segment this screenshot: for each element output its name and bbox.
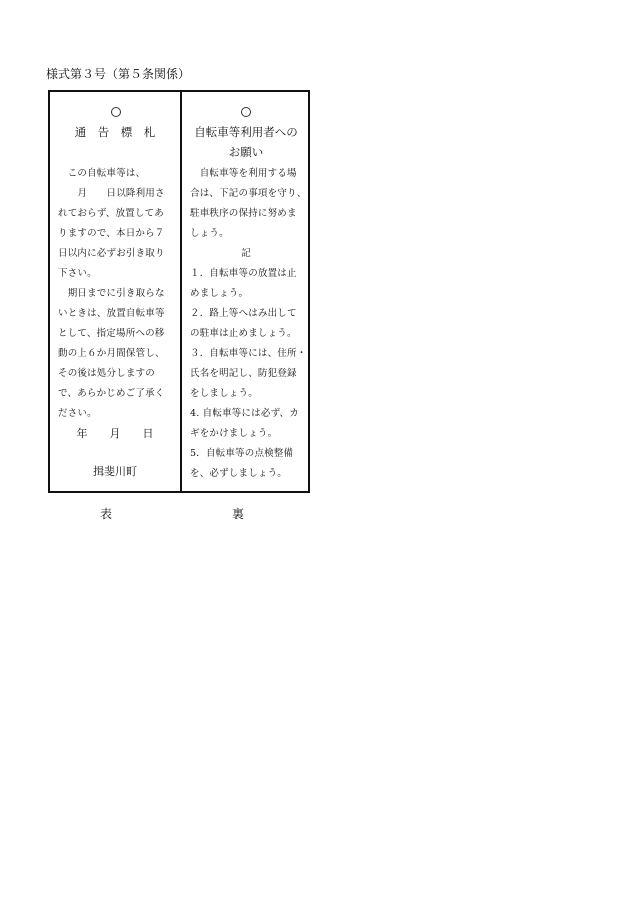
form-title: 様式第３号（第５条関係） bbox=[46, 67, 191, 81]
front-issuer: 揖斐川町 bbox=[93, 465, 137, 478]
front-body-line: その後は処分しますの bbox=[58, 368, 156, 379]
back-heading-line1: 自転車等利用者への bbox=[194, 125, 298, 139]
back-item-line: を、必ずしましょう。 bbox=[190, 468, 288, 479]
back-heading-line2: お願い bbox=[228, 145, 264, 159]
front-caption: 表 bbox=[100, 507, 113, 521]
back-body-line: 駐車秩序の保持に努めま bbox=[190, 208, 297, 219]
back-item-line: ギをかけましょう。 bbox=[190, 428, 278, 439]
front-body-line: 期日までに引き取らな bbox=[58, 288, 165, 299]
front-body-line: りますので、本日から７ bbox=[58, 228, 165, 239]
back-body-line: しょう。 bbox=[190, 228, 229, 239]
front-body-line: れておらず、放置してあ bbox=[58, 208, 164, 219]
front-body-line: 月 日以降利用さ bbox=[58, 188, 165, 199]
back-item-line: １．自転車等の放置は止 bbox=[190, 268, 297, 279]
back-body-line: 自転車等を利用する場 bbox=[190, 168, 297, 179]
back-item-line: ２．路上等へはみ出して bbox=[190, 308, 297, 319]
back-item-line: 5．自転車等の点検整備 bbox=[190, 448, 294, 459]
back-item-line: の駐車は止めましょう。 bbox=[190, 328, 297, 339]
back-caption: 裏 bbox=[232, 507, 245, 521]
front-body-line: 動の上６か月間保管し、 bbox=[58, 348, 165, 359]
front-body-line: ださい。 bbox=[58, 408, 97, 419]
string-hole-icon bbox=[111, 107, 121, 117]
front-body-line: この自転車等は、 bbox=[58, 168, 146, 179]
front-body-line: いときは、放置自転車等 bbox=[58, 308, 165, 319]
front-body-line: 下さい。 bbox=[58, 268, 97, 279]
front-heading: 通 告 標 札 bbox=[74, 125, 156, 139]
back-panel bbox=[182, 92, 310, 491]
front-body-line: 日以内に必ずお引き取り bbox=[58, 248, 165, 259]
front-body-line: として、指定場所への移 bbox=[58, 328, 165, 339]
back-body-line: 合は、下記の事項を守り、 bbox=[190, 188, 307, 199]
front-body-line: で、あらかじめご了承く bbox=[58, 388, 165, 399]
back-item-line: 氏名を明記し、防犯登録 bbox=[190, 368, 297, 379]
back-item-line: めましょう。 bbox=[190, 288, 249, 299]
front-date-line: 年 月 日 bbox=[76, 427, 154, 440]
back-item-line: 4. 自転車等には必ず、カ bbox=[190, 408, 299, 419]
back-item-line: をしましょう。 bbox=[190, 388, 258, 399]
front-panel bbox=[50, 92, 180, 491]
back-item-line: ３．自転車等には、住所・ bbox=[190, 348, 307, 359]
notice-tag bbox=[48, 90, 310, 493]
back-ki-label: 記 bbox=[241, 248, 251, 259]
string-hole-icon bbox=[241, 107, 251, 117]
